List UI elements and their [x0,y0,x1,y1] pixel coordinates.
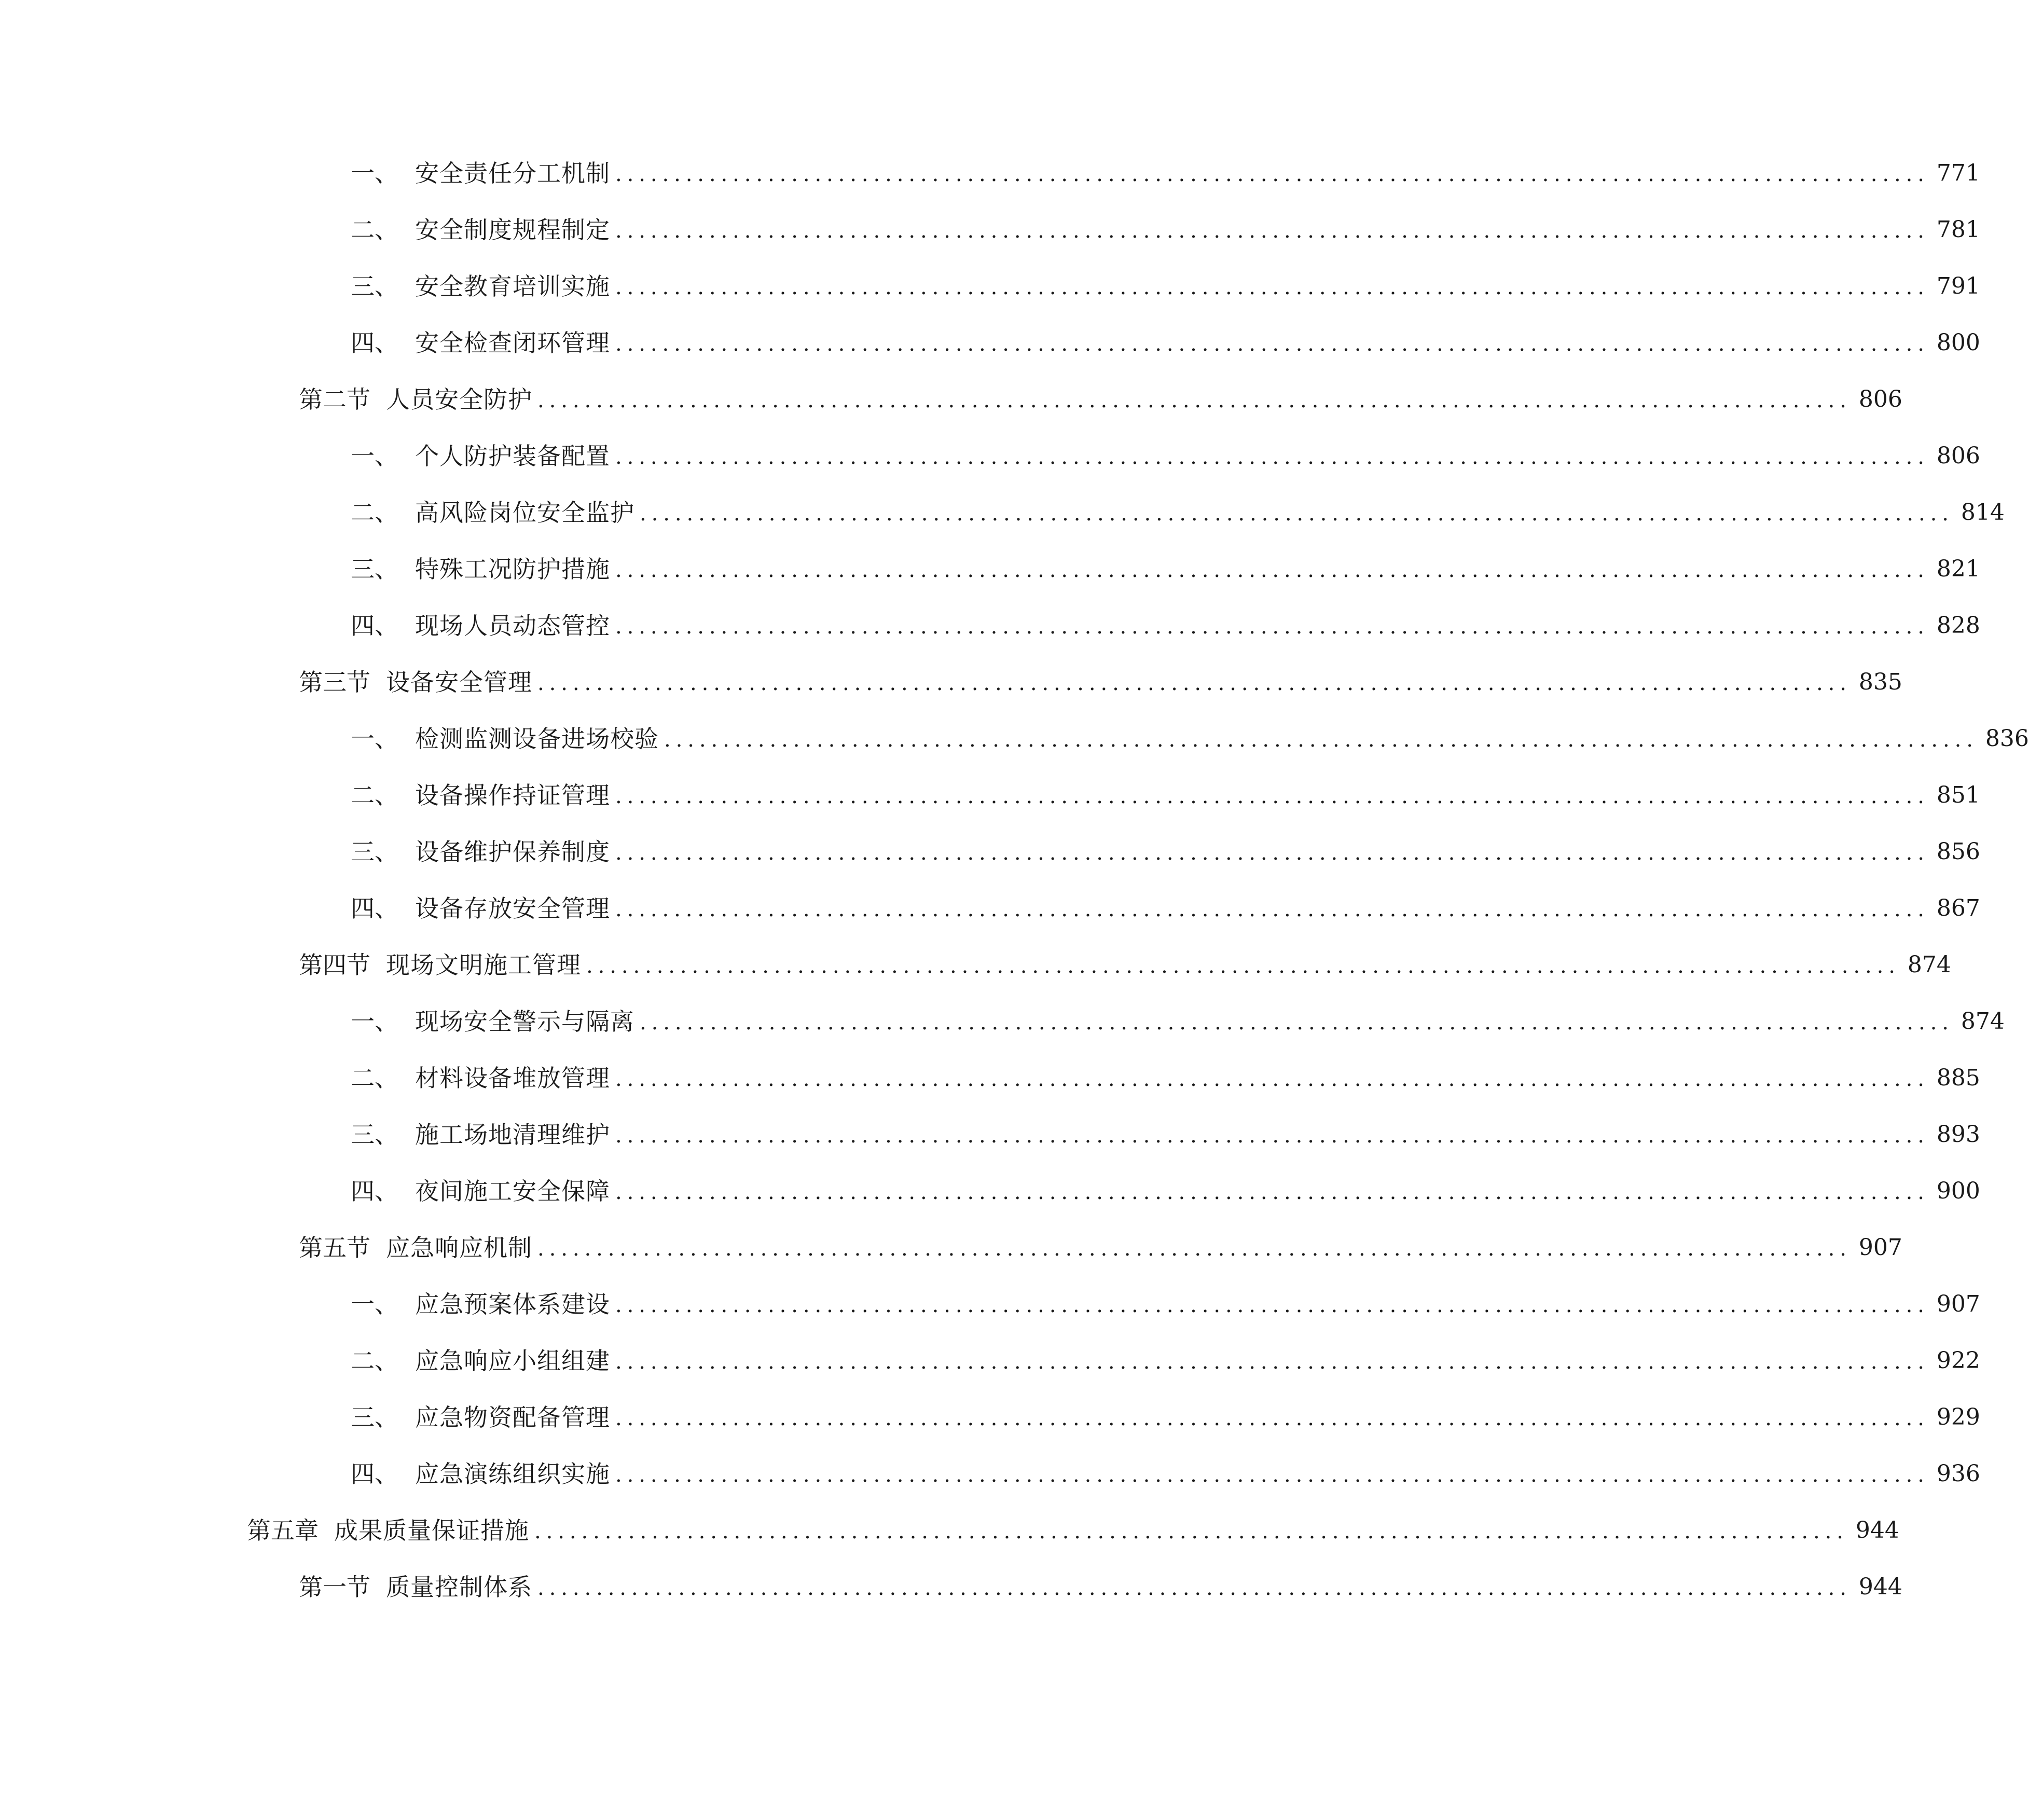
toc-entry-number: 三、 [351,838,398,866]
toc-entry-number: 第三节 [299,668,370,696]
toc-entry-title: 设备维护保养制度 [415,838,610,866]
toc-entry-page: 835 [1858,669,1902,695]
toc-entry[interactable] [351,605,1980,646]
toc-leader-dots: ................................................................................................................ [615,784,1929,808]
toc-leader-dots: ................................................................................................................ [537,1237,1852,1261]
toc-entry-page: 922 [1936,1347,1980,1374]
toc-entry[interactable] [247,1510,1899,1551]
toc-leader-dots: ................................................................................................................ [615,615,1929,639]
toc-entry-number: 第一节 [299,1573,370,1601]
toc-leader-dots: ................................................................................................................ [537,1576,1852,1600]
toc-leader-dots: ................................................................................................................ [537,389,1852,412]
toc-entry-number: 二、 [351,216,398,244]
toc-entry[interactable] [351,888,1980,929]
toc-entry-title: 个人防护装备配置 [415,442,610,470]
toc-leader-dots: ................................................................................................................ [615,1463,1929,1487]
toc-entry-title: 高风险岗位安全监护 [415,499,634,527]
toc-entry[interactable] [299,379,1902,420]
toc-entry-page: 806 [1936,443,1980,469]
toc-entry-page: 821 [1936,556,1980,582]
toc-entry-title: 应急物资配备管理 [415,1403,610,1431]
toc-entry-title: 设备存放安全管理 [415,894,610,922]
toc-entry-title: 现场人员动态管控 [415,612,610,640]
toc-leader-dots: ................................................................................................................ [615,275,1929,299]
toc-entry-number: 一、 [351,159,398,187]
toc-entry-title: 成果质量保证措施 [334,1516,529,1545]
toc-entry-page: 851 [1936,782,1980,808]
toc-entry-page: 944 [1855,1517,1899,1543]
toc-entry-title: 应急响应小组组建 [415,1347,610,1375]
toc-entry-number: 第二节 [299,385,370,413]
toc-entry-number: 三、 [351,1121,398,1149]
toc-leader-dots: ................................................................................................................ [537,671,1852,695]
toc-leader-dots: ................................................................................................................ [615,1293,1929,1317]
toc-entry-page: 836 [1985,725,2029,752]
toc-entry-page: 856 [1936,838,1980,865]
toc-entry[interactable] [351,1114,1980,1155]
toc-leader-dots: ................................................................................................................ [615,162,1929,186]
toc-leader-dots: ................................................................................................................ [615,1067,1929,1091]
toc-entry[interactable] [351,153,1980,194]
toc-entry[interactable] [351,492,2005,533]
toc-entry-page: 771 [1936,160,1980,186]
toc-entry[interactable] [351,548,1980,590]
toc-entry[interactable] [351,1340,1980,1382]
toc-entry[interactable] [299,661,1902,703]
toc-leader-dots: ................................................................................................................ [615,558,1929,582]
toc-leader-dots: ................................................................................................................ [664,728,1978,752]
toc-entry[interactable] [299,1566,1902,1608]
toc-entry-number: 第五节 [299,1234,370,1262]
toc-entry-title: 设备操作持证管理 [415,781,610,809]
toc-entry-title: 安全检查闭环管理 [415,329,610,357]
toc-entry-page: 907 [1936,1291,1980,1317]
toc-entry-title: 安全教育培训实施 [415,272,610,300]
toc-entry[interactable] [351,1001,2005,1042]
toc-entry-number: 一、 [351,1008,398,1036]
toc-entry-title: 设备安全管理 [386,668,532,696]
toc-entry-title: 夜间施工安全保障 [415,1177,610,1205]
toc-entry-page: 936 [1936,1460,1980,1487]
toc-entry[interactable] [351,718,2029,760]
toc-entry-number: 四、 [351,894,398,922]
toc-entry-title: 质量控制体系 [386,1573,532,1601]
toc-entry-number: 一、 [351,1290,398,1318]
toc-entry-number: 四、 [351,329,398,357]
toc-leader-dots: ................................................................................................................ [615,219,1929,243]
toc-leader-dots: ................................................................................................................ [640,1011,1954,1035]
toc-leader-dots: ................................................................................................................ [640,502,1954,526]
toc-entry[interactable] [351,322,1980,364]
toc-entry[interactable] [351,1453,1980,1495]
toc-entry-title: 应急预案体系建设 [415,1290,610,1318]
toc-entry-number: 三、 [351,272,398,300]
toc-entry-title: 安全制度规程制定 [415,216,610,244]
toc-leader-dots: ................................................................................................................ [615,1350,1929,1374]
toc-entry-number: 二、 [351,499,398,527]
toc-entry-number: 四、 [351,1177,398,1205]
toc-entry-title: 现场文明施工管理 [386,951,581,979]
toc-entry-number: 四、 [351,1460,398,1488]
toc-entry-page: 806 [1858,386,1902,412]
toc-entry-number: 一、 [351,725,398,753]
toc-leader-dots: ................................................................................................................ [615,841,1929,865]
toc-entry-page: 814 [1961,499,2005,526]
toc-leader-dots: ................................................................................................................ [615,898,1929,921]
toc-entry-title: 安全责任分工机制 [415,159,610,187]
toc-entry-page: 944 [1858,1574,1902,1600]
toc-entry-title: 应急演练组织实施 [415,1460,610,1488]
toc-leader-dots: ................................................................................................................ [534,1520,1848,1543]
toc-entry[interactable] [351,775,1980,816]
toc-entry-number: 二、 [351,781,398,809]
toc-entry-page: 929 [1936,1404,1980,1430]
toc-leader-dots: ................................................................................................................ [586,954,1900,978]
toc-entry[interactable] [351,435,1980,477]
toc-entry-number: 第五章 [247,1516,319,1545]
toc-entry-number: 二、 [351,1064,398,1092]
toc-entry-page: 907 [1858,1234,1902,1261]
toc-entry[interactable] [299,944,1951,986]
toc-leader-dots: ................................................................................................................ [615,1124,1929,1148]
toc-entry-page: 900 [1936,1178,1980,1204]
toc-leader-dots: ................................................................................................................ [615,1180,1929,1204]
toc-leader-dots: ................................................................................................................ [615,1407,1929,1430]
toc-entry[interactable] [351,1284,1980,1325]
toc-entry-number: 二、 [351,1347,398,1375]
toc-entry-number: 四、 [351,612,398,640]
toc-entry-page: 828 [1936,612,1980,639]
toc-entry-page: 874 [1907,952,1951,978]
toc-entry-page: 867 [1936,895,1980,921]
toc-entry[interactable] [351,209,1980,251]
toc-entry-page: 800 [1936,329,1980,356]
toc-leader-dots: ................................................................................................................ [615,332,1929,356]
toc-entry[interactable] [351,1057,1980,1099]
toc-entry-number: 三、 [351,555,398,583]
toc-entry-number: 第四节 [299,951,370,979]
toc-entry-title: 施工场地清理维护 [415,1121,610,1149]
toc-entry-title: 材料设备堆放管理 [415,1064,610,1092]
toc-leader-dots: ................................................................................................................ [615,445,1929,469]
toc-entry[interactable] [351,1397,1980,1438]
toc-entry-page: 893 [1936,1121,1980,1148]
toc-entry[interactable] [351,1170,1980,1212]
toc-entry-title: 现场安全警示与隔离 [415,1008,634,1036]
toc-entry-title: 检测监测设备进场校验 [415,725,659,753]
toc-entry-page: 791 [1936,273,1980,299]
toc-entry-page: 781 [1936,216,1980,243]
toc-entry-title: 特殊工况防护措施 [415,555,610,583]
toc-entry-title: 人员安全防护 [386,385,532,413]
toc-entry-number: 三、 [351,1403,398,1431]
toc-entry[interactable] [299,1227,1902,1269]
toc-entry-title: 应急响应机制 [386,1234,532,1262]
toc-entry-page: 885 [1936,1065,1980,1091]
toc-entry[interactable] [351,266,1980,307]
toc-entry-number: 一、 [351,442,398,470]
toc-entry[interactable] [351,831,1980,873]
toc-entry-page: 874 [1961,1008,2005,1035]
